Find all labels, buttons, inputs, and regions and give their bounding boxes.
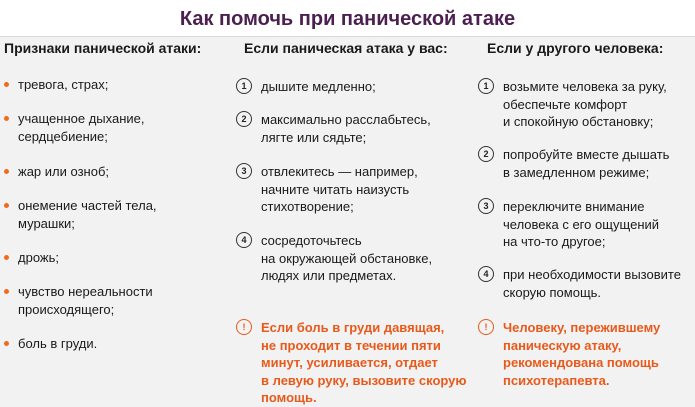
bullet-icon xyxy=(4,341,9,346)
bullet-icon xyxy=(4,169,9,174)
item-text: дышите медленно; xyxy=(261,79,376,94)
item-text: онемение частей тела, мурашки; xyxy=(18,198,157,231)
column-self-help xyxy=(236,38,472,405)
column-heading: Признаки панической атаки: xyxy=(4,40,202,56)
item-text: дрожь; xyxy=(18,250,59,265)
item-text: сосредоточьтесь на окружающей обстановке, людях или предметах. xyxy=(261,233,433,283)
page-title: Как помочь при панической атаке xyxy=(179,8,516,30)
item-text: возьмите человека за руку, обеспечьте комфорт и спокойную обстановку; xyxy=(503,79,667,129)
column-heading: Если у другого человека: xyxy=(487,40,664,56)
warning-text: Если боль в груди давящая, не проходит в течении пяти минут, усиливается, отдает в левую руку, вызовите скорую помощь. xyxy=(261,320,467,405)
number-2-icon: 2 xyxy=(236,111,252,127)
number-4-icon: 4 xyxy=(478,266,494,282)
item-text: отвлекитесь — например, начните читать наизусть стихотворение; xyxy=(261,164,418,214)
item-text: максимально расслабьтесь, лягте или сядьте; xyxy=(261,112,431,145)
item-text: боль в груди. xyxy=(18,336,98,351)
number-3-icon: 3 xyxy=(236,163,252,179)
bullet-icon xyxy=(4,255,9,260)
number-4-icon: 4 xyxy=(236,232,252,248)
item-text: жар или озноб; xyxy=(18,164,109,179)
bullet-icon xyxy=(4,289,9,294)
item-text: попробуйте вместе дышать в замедленном режиме; xyxy=(503,147,670,180)
warning-text: Человеку, пережившему паническую атаку, рекомендована помощь психотерапевта. xyxy=(503,320,661,388)
bullet-icon xyxy=(4,82,9,87)
item-text: учащенное дыхание, сердцебиение; xyxy=(18,111,145,144)
number-2-icon: 2 xyxy=(478,146,494,162)
number-1-icon: 1 xyxy=(478,78,494,94)
column-help-other xyxy=(478,38,692,388)
bullet-icon xyxy=(4,203,9,208)
item-text: тревога, страх; xyxy=(18,77,109,92)
alert-icon: ! xyxy=(478,319,494,335)
title-bar xyxy=(0,0,695,37)
column-symptoms xyxy=(4,38,230,351)
item-text: чувство нереальности происходящего; xyxy=(18,284,153,317)
item-text: при необходимости вызовите скорую помощь. xyxy=(503,267,681,300)
bullet-icon xyxy=(4,116,9,121)
alert-icon: ! xyxy=(236,319,252,335)
number-1-icon: 1 xyxy=(236,78,252,94)
column-heading: Если паническая атака у вас: xyxy=(244,40,448,56)
item-text: переключите внимание человека с его ощущений на что-то другое; xyxy=(503,199,660,249)
number-3-icon: 3 xyxy=(478,198,494,214)
